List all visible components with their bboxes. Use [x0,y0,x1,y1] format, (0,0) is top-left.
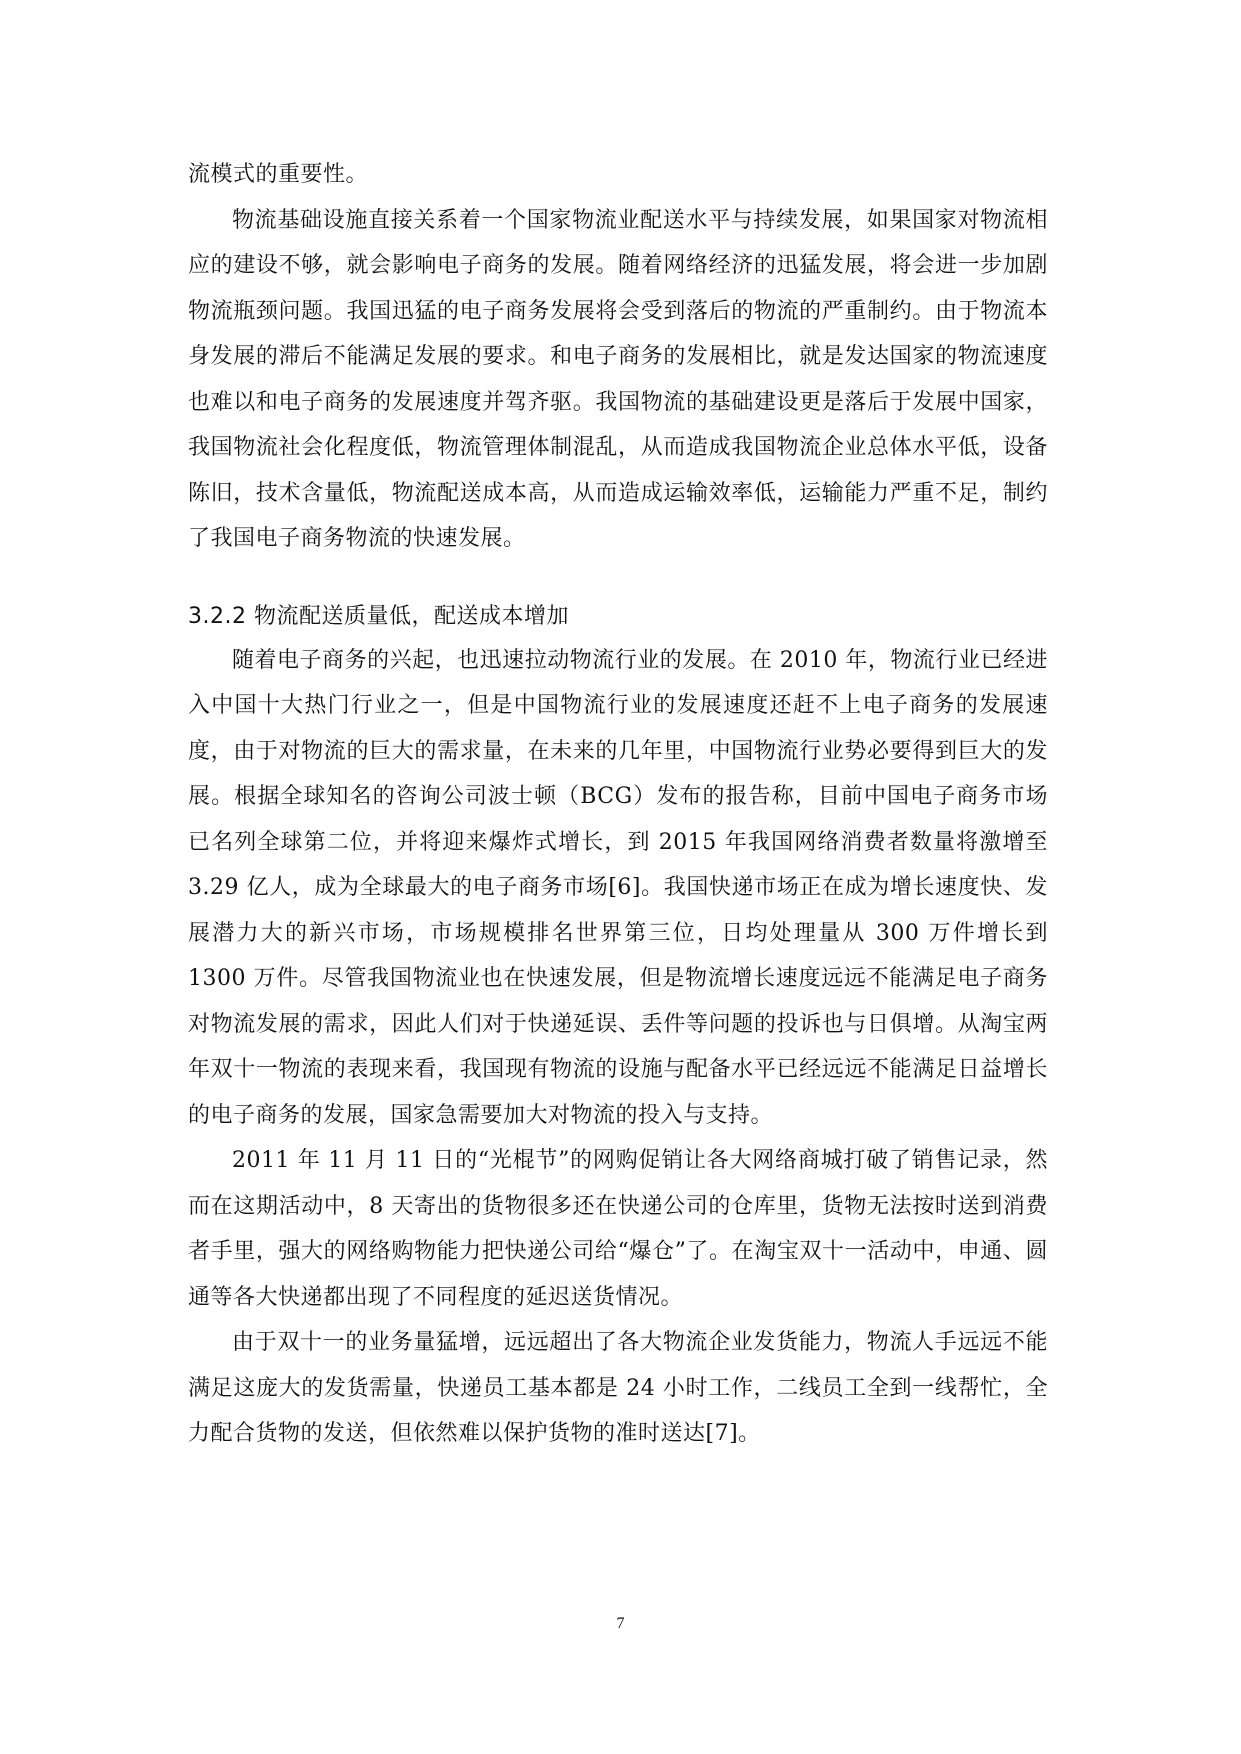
paragraph-logistics-infrastructure: 物流基础设施直接关系着一个国家物流业配送水平与持续发展，如果国家对物流相应的建设不够，就会影响电子商务的发展。随着网络经济的迅猛发展，将会进一步加剧物流瓶颈问题。我国迅猛的电子商务发展将会受到落后的物流的严重制约。由于物流本身发展的滞后不能满足发展的要求。和电子商务的发展相比，就是发达国家的物流速度也难以和电子商务的发展速度并驾齐驱。我国物流的基础建设更是落后于发展中国家，我国物流社会化程度低，物流管理体制混乱，从而造成我国物流企业总体水平低，设备陈旧，技术含量低，物流配送成本高，从而造成运输效率低，运输能力严重不足，制约了我国电子商务物流的快速发展。 [188,207,1048,551]
page-body [188,152,1048,1457]
paragraph-continuation: 流模式的重要性。 [188,162,369,187]
paragraph-ecommerce-growth: 随着电子商务的兴起，也迅速拉动物流行业的发展。在 2010 年，物流行业已经进入中国十大热门行业之一，但是中国物流行业的发展速度还赶不上电子商务的发展速度，由于对物流的巨大的需求量，在未来的几年里，中国物流行业势必要得到巨大的发展。根据全球知名的咨询公司波士顿（BCG）发布的报告称，目前中国电子商务市场已名列全球第二位，并将迎来爆炸式增长，到 2015 年我国网络消费者数量将激增至 3.29 亿人，成为全球最大的电子商务市场[6]。我国快递市场正在成为增长速度快、发展潜力大的新兴市场，市场规模排名世界第三位，日均处理量从 300 万件增长到 1300 万件。尽管我国物流业也在快速发展，但是物流增长速度远远不能满足电子商务对物流发展的需求，因此人们对于快递延误、丢件等问题的投诉也与日俱增。从淘宝两年双十一物流的表现来看，我国现有物流的设施与配备水平已经远远不能满足日益增长的电子商务的发展，国家急需要加大对物流的投入与支持。 [188,647,1048,1128]
page-number: 7 [616,1615,625,1632]
section-heading: 3.2.2 物流配送质量低，配送成本增加 [188,603,569,629]
paragraph-singles-day: 2011 年 11 月 11 日的“光棍节”的网购促销让各大网络商城打破了销售记录，然而在这期活动中，8 天寄出的货物很多还在快递公司的仓库里，货物无法按时送到消费者手里，强大的网络购物能力把快递公司给“爆仓”了。在淘宝双十一活动中，申通、圆通等各大快递都出现了不同程度的延迟送货情况。 [188,1148,1048,1310]
paragraph-workload: 由于双十一的业务量猛增，远远超出了各大物流企业发货能力，物流人手远远不能满足这庞大的发货需量，快递员工基本都是 24 小时工作，二线员工全到一线帮忙，全力配合货物的发送，但依然难以保护货物的准时送达[7]。 [188,1330,1048,1446]
